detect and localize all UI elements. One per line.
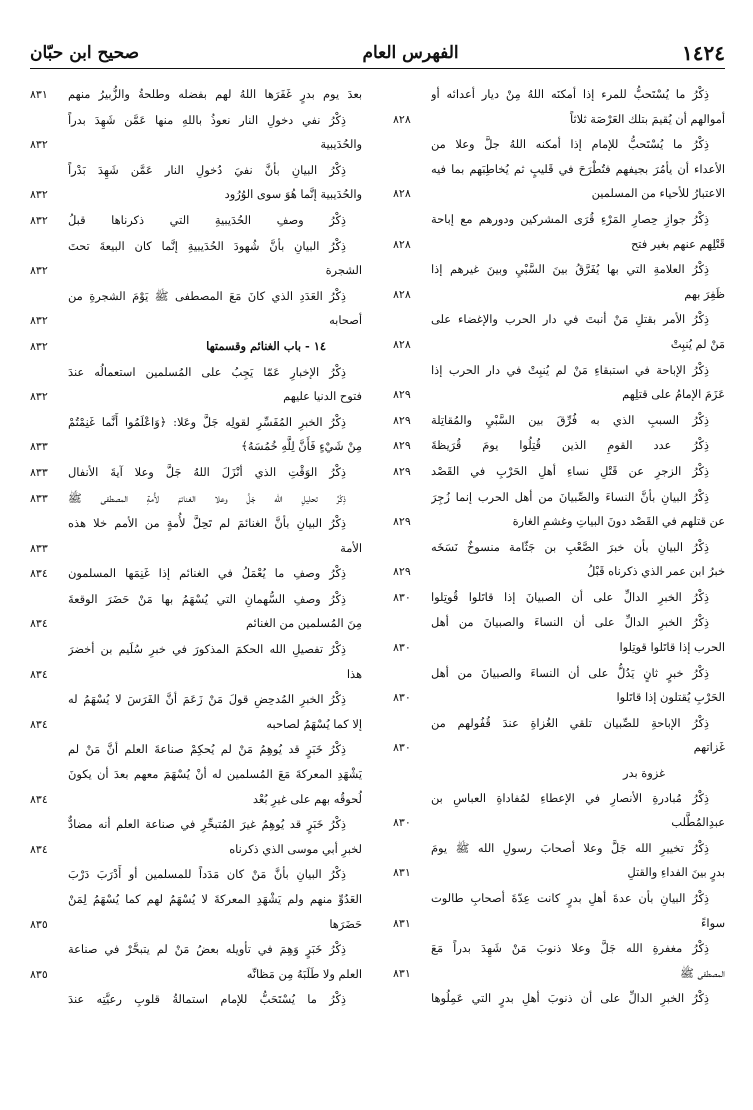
entry-text: ذِكْرُ العلامةِ التي بها يُفَرَّقُ بينَ السَّبْيِ وبينَ غيرهم إذا (431, 262, 709, 277)
page-ref: ٨٢٨ (393, 112, 411, 126)
index-entry-line (393, 485, 725, 510)
index-entry-line (393, 433, 725, 459)
index-entry-line (30, 787, 362, 813)
page-ref: ٨٢٩ (393, 413, 411, 427)
index-entry-line (30, 308, 362, 334)
page-ref: ٨٣١ (393, 966, 411, 980)
index-entry-line (393, 307, 725, 332)
entry-text: عَزَمَ الإمامُ على قتلِهم (622, 387, 725, 402)
index-entry-line (30, 460, 362, 486)
entry-text: يَشْهَدِ المعركةَ مَعَ المُسلمين له أنْ يُسْهَمَ معهم بعدَ أن يكونَ (68, 767, 362, 782)
index-entry-line (30, 611, 362, 637)
index-entry-line (393, 711, 725, 736)
index-column-right (393, 82, 725, 1092)
entry-text: ذِكْرُ الخبرِ المُدحِضِ قولَ مَنْ زَعَمَ أنَّ الفَرَسَ لا يُسْهَمُ له (68, 692, 346, 707)
index-entry-line (393, 911, 725, 937)
index-entry-line (30, 384, 362, 410)
entry-text: ذِكْرُ الخبرِ الدالِّ على أن النساءَ والصبيانَ من أهل (431, 615, 709, 630)
page-ref: ٨٣٠ (393, 641, 411, 655)
index-entry-line (30, 637, 362, 662)
index-entry-line (393, 132, 725, 157)
entry-text: حَضَرَها (329, 916, 362, 931)
page-ref: ٨٣٠ (393, 741, 411, 755)
entry-text: ذِكْرُ الزجرِ عن قَتْلِ نساءِ أهلِ الحَرْبِ في القَصْد (431, 463, 709, 478)
page-ref: ٨٣٠ (393, 816, 411, 830)
entry-text: ذِكْرُ مغفرةِ الله جَلَّ وعلا ذنوبَ مَنْ شَهِدَ بدراً مَعَ (431, 941, 709, 956)
index-entry-line (393, 786, 725, 811)
page-ref: ٨٣٢ (30, 264, 48, 278)
index-entry-line (393, 107, 725, 133)
entry-text: إلا كما يُسْهَمُ لصاحبه (266, 716, 362, 731)
page-ref: ٨٣٣ (30, 465, 48, 479)
index-entry-line (393, 509, 725, 535)
index-entry-line (30, 182, 362, 208)
page-number: ١٤٢٤ (682, 41, 725, 65)
index-entry-line (393, 408, 725, 434)
entry-text: ذِكْرُ جوازِ حِصارِ المَرْءِ قُرَى المشركين ودورهم مع إباحة (431, 211, 709, 226)
index-entry-line (30, 837, 362, 863)
chapter-heading (30, 334, 362, 360)
page-ref: ٨٣٥ (30, 967, 48, 981)
entry-text: هذا (346, 666, 362, 681)
index-entry-line (393, 635, 725, 661)
index-entry-line (30, 987, 362, 1012)
section-title: الفهرس العام (362, 43, 459, 63)
entry-text: ذِكْرُ ما يُسْتَحبُّ للإمام إذا أمكنه اللهُ جلَّ وعلا من (431, 137, 709, 152)
entry-text: ذِكْرُ البيانِ بأنَّ نفيَ دُخولِ النار عَمَّن شَهِدَ بَدْراً (68, 162, 346, 177)
page-ref: ٨٣١ (393, 866, 411, 880)
entry-text: ذِكْرُ خَبَرٍ قد يُوهِمُ مَنْ لم يُحكِمْ صناعةَ العلم أنَّ مَنْ لم (68, 742, 346, 757)
entry-text: ذِكْرُ نفي دخولِ النار نعوذُ باللهِ منها عَمَّن شَهِدَ بدراً (68, 112, 346, 127)
entry-text: العلم ولا طَلَبَهُ مِن مَظانِّه (246, 966, 362, 981)
index-entry-line (393, 661, 725, 686)
index-entry-line (393, 860, 725, 886)
index-entry-line (393, 810, 725, 836)
entry-text: المصطفى ﷺ (680, 965, 725, 980)
entry-text: أصحابه (329, 313, 362, 328)
entry-text: ذِكْرُ خَبَرٍ قد يُوهِمُ غيرَ المُتبحِّرِ في صناعة العلم أنه مضادٌّ (68, 817, 346, 832)
index-entry-line (393, 282, 725, 308)
entry-text: الحَرْبِ يُقتلون إذا قاتَلوا (616, 690, 725, 705)
entry-text: ذِكْرُ البيانِ بأنَّ مَنْ كان مَدَداً للمسلمين أو أَدْرَبَ دَرْبَ (68, 867, 346, 882)
index-entry-line (393, 986, 725, 1011)
index-entry-line (30, 82, 362, 108)
entry-text: ذِكْرُ تفصيلِ الله الحكمَ المذكورَ في خبرِ سُلَيم بن أخضرَ (68, 642, 346, 657)
index-entry-line (30, 511, 362, 536)
page-ref: ٨٣٢ (30, 213, 48, 227)
entry-text: لخبرِ أبي موسى الذي ذكرناه (229, 841, 362, 856)
entry-text: ذِكْرُ السببِ الذي به فُرِّقَ بين السَّبْيِ والمُقاتِلة (431, 412, 709, 427)
page-ref: ٨٢٨ (393, 187, 411, 201)
entry-text: ذِكْرُ ما يُسْتَحَبُّ للإمام استمالةُ قلوبِ رعيَّتِه عندَ (68, 992, 346, 1007)
index-entry-line (393, 685, 725, 711)
index-entry-line (393, 886, 725, 911)
entry-text: ذِكْرُ وصفِ السُّهمانِ التي يُسْهَمُ بها مَنْ حَضَرَ الوقعةَ (68, 591, 346, 606)
page-ref: ٨٢٩ (393, 515, 411, 529)
entry-text: الأعداء أن يأمُرَ بجيفهم فتُطْرَحَ في قَليبٍ ثم يُخاطِبَهم بما فيه (431, 161, 725, 176)
entry-text: ذِكْرُ وصفِ الحُدَيبيةِ التي ذكرناها قبلُ (68, 212, 346, 227)
index-entry-line (393, 936, 725, 961)
entry-text: ذِكْرُ الخبرِ الدالِّ على أن الصبيانَ إذا قاتَلوا قُوتِلوا (431, 589, 709, 604)
index-entry-line (393, 535, 725, 560)
entry-text: ذِكْرُ عدد القومِ الذين قُتِلُوا يومَ قُرَيظةَ (431, 438, 709, 453)
page-ref: ٨٣٥ (30, 917, 48, 931)
entry-text: ذِكْرُ الإباحة في استبقاءِ مَنْ لم يُنبِتْ في دار الحرب إذا (431, 362, 709, 377)
index-entry-line (393, 836, 725, 861)
page-header (30, 38, 725, 69)
page-ref: ٨٣٤ (30, 717, 48, 731)
index-entry-line (30, 486, 362, 512)
index-entry-line (30, 762, 362, 787)
page-ref: ٨٣٣ (30, 440, 48, 454)
entry-text: ذِكْرُ الخبرِ المُفَسِّرِ لقولِه جَلَّ وعَلا: ﴿وَاعْلَمُوا أَنَّما غَنِمْتُمْ (68, 414, 346, 429)
entry-text: ذِكْرُ تخييرِ الله جَلَّ وعلا أصحابَ رسولِ الله ﷺ يومَ (431, 840, 709, 855)
index-entry-line (30, 862, 362, 887)
entry-text: ذِكْرُ خبرٍ ثانٍ يَدُلُّ على أن النساءَ والصبيانَ من أهل (431, 665, 709, 680)
index-entry-line (393, 232, 725, 258)
entry-text: لُحوقُه بهم على غيرِ بُعْد (252, 791, 362, 806)
index-entry-line (393, 459, 725, 485)
entry-text: ذِكْرُ العَدَدِ الذي كانَ مَعَ المصطفى ﷺ يَوْمَ الشجرةِ من (68, 288, 346, 303)
entry-text: ذِكْرُ البيانِ بأنَّ شُهودَ الحُدَيبيةِ إنَّما كان البيعةَ تحتَ (68, 238, 346, 253)
index-entry-line (30, 812, 362, 837)
entry-text: ١٤ - باب الغنائم وقسمتها (206, 338, 326, 353)
page-ref: ٨٣٢ (30, 138, 48, 152)
index-entry-line (30, 662, 362, 688)
entry-text: ذِكْرُ مُبادرةِ الأنصارِ في الإعطاءِ لمُفاداةِ العباسِ بن (431, 790, 709, 805)
entry-text: ذِكْرُ البيانِ بأنَّ الغنائمَ لم تَحِلَّ لأُمةٍ من الأمم خلا هذه (68, 516, 346, 531)
entry-text: العَدُوِّ منهم ولم يَشْهَدِ المعركةَ لا يُسْهَمُ لهم كما يُسْهَمُ لِمَنْ (68, 892, 362, 906)
index-entry-line (393, 735, 725, 761)
page-ref: ٨٣٠ (393, 691, 411, 705)
entry-text: قَتْلِهم عنهم بغير فتح (630, 236, 725, 251)
index-entry-line (30, 234, 362, 259)
index-entry-line (30, 687, 362, 712)
page-ref: ٨٣٤ (30, 617, 48, 631)
entry-text: ذِكْرُ تحليلِ الله جَلَّ وعلا الغنائمَ لأُمةِ المصطفى ﷺ (68, 490, 346, 505)
page-ref: ٨٢٩ (393, 439, 411, 453)
index-entry-line (393, 358, 725, 383)
subsection-heading (393, 761, 725, 786)
index-entry-line (393, 961, 725, 987)
entry-text: ذِكْرُ ما يُسْتَحبُّ للمرء إذا أمكنَه اللهُ مِنْ ديار أعدائه أو (431, 87, 709, 101)
entry-text: خبرُ ابن عمر الذي ذكرناه قَبْلُ (587, 564, 725, 579)
index-entry-line (393, 585, 725, 611)
index-entry-line (30, 912, 362, 938)
page-ref: ٨٣٤ (30, 667, 48, 681)
page-ref: ٨٣٣ (30, 541, 48, 555)
page-ref: ٨٣١ (393, 916, 411, 930)
index-entry-line (30, 561, 362, 587)
index-entry-line (393, 610, 725, 635)
page-ref: ٨٢٨ (393, 237, 411, 251)
entry-text: أموالهم أن يُقيمَ بتلك العَرْصَة ثلاثاً (570, 111, 725, 126)
entry-text: سواءً (701, 915, 725, 930)
index-entry-line (30, 258, 362, 284)
index-entry-line (30, 132, 362, 158)
entry-text: ذِكْرُ الوَقْتِ الذي أنْزَلَ اللهُ جَلَّ وعلا آيةَ الأنفال (68, 464, 346, 479)
entry-text: مِنْ شَيْءٍ فَأَنَّ لِلَّهِ خُمُسَهُ﴾ (241, 439, 362, 454)
entry-text: بعدَ يوم بدرٍ غَفَرَها اللهُ لهم بفضله وطلحةُ والزُّبيرُ منهم (68, 87, 362, 101)
entry-text: عن قتلهم في القَصْد دونَ البياتِ وغشمِ الغارة (512, 514, 725, 529)
entry-text: ذِكْرُ الإباحةِ للصِّبيان تلقي الغُزاةِ عندَ قُفُولهم من (431, 715, 709, 730)
index-entry-line (393, 382, 725, 408)
entry-text: ذِكْرُ وصفِ ما يُعْمَلُ في الغنائم إذا غَنِمَها المسلمون (68, 566, 346, 581)
entry-text: ذِكْرُ خَبَرٍ وَهِمَ في تأويله بعضُ مَنْ لم يتبحَّرْ في صناعة (68, 942, 346, 957)
index-entry-line (30, 284, 362, 309)
index-entry-line (393, 82, 725, 107)
page-ref: ٨٣٤ (30, 792, 48, 806)
index-entry-line (30, 587, 362, 612)
entry-text: والحُدَيبية (320, 137, 362, 152)
entry-text: غَزاتهم (693, 740, 725, 755)
entry-text: عبدِالمُطَّلب (671, 815, 725, 830)
page-ref: ٨٣٤ (30, 842, 48, 856)
entry-text: ذِكْرُ البيانِ بأنَّ النساءَ والصِّبيانَ من أهل الحرب إنما زُجِرَ (431, 489, 709, 504)
entry-text: بدرٍ بينَ الفداءِ والقتلِ (627, 865, 725, 880)
index-entry-line (30, 937, 362, 962)
entry-text: مَنْ لم يُنبِتْ (670, 336, 725, 351)
entry-text: الأمة (340, 540, 362, 555)
index-entry-line (393, 559, 725, 585)
index-entry-line (30, 158, 362, 183)
index-entry-line (30, 962, 362, 988)
page-ref: ٨٣٠ (393, 590, 411, 604)
page-ref: ٨٣٤ (30, 567, 48, 581)
index-entry-line (30, 737, 362, 762)
page-ref: ٨٣٢ (30, 314, 48, 328)
entry-text: الشجرة (325, 263, 362, 278)
entry-text: ظَفِرَ بهم (684, 286, 725, 301)
entry-text: مِنَ المُسلمين من الغنائم (245, 616, 362, 631)
page-ref: ٨٢٨ (393, 287, 411, 301)
entry-text: الاعتبارُ للأحياء من المسلمين (591, 186, 725, 201)
entry-text: فتوح الدنيا عليهم (283, 389, 362, 404)
page-ref: ٨٣٢ (30, 339, 48, 353)
index-entry-line (30, 712, 362, 738)
index-entry-line (30, 208, 362, 234)
entry-text: ذِكْرُ الأمر بقتلِ مَنْ أنبتَ في دار الحرب والإغضاء على (431, 312, 709, 327)
entry-text: ذِكْرُ البيانِ بأن خبرَ الصَّعْبِ بن جَثّامة منسوخٌ نَسَخَه (431, 539, 709, 554)
page-ref: ٨٣٢ (30, 188, 48, 202)
entry-text: الحرب إذا قاتَلوا قوتِلوا (619, 640, 725, 655)
index-entry-line (30, 887, 362, 912)
page-ref: ٨٣١ (30, 88, 48, 101)
book-title: صحيح ابن حبّان (30, 43, 140, 63)
entry-text: والحُدَيبية إنَّما هُوَ سوى الوُرُود (224, 187, 362, 202)
entry-text: ذِكْرُ البيانِ بأن عدةَ أهلِ بدرٍ كانت عِدّةَ أصحابِ طالوت (431, 891, 709, 905)
index-entry-line (393, 157, 725, 182)
index-entry-line (30, 434, 362, 460)
page-ref: ٨٢٩ (393, 565, 411, 579)
page-ref: ٨٣٢ (30, 390, 48, 404)
page-ref: ٨٢٩ (393, 388, 411, 402)
index-entry-line (393, 207, 725, 232)
page-ref: ٨٢٩ (393, 464, 411, 478)
index-entry-line (393, 181, 725, 207)
index-entry-line (30, 108, 362, 133)
entry-text: غزوة بدر (623, 766, 665, 781)
index-entry-line (30, 536, 362, 562)
index-entry-line (30, 410, 362, 435)
entry-text: ذِكْرُ الخبرِ الدالِّ على أن ذنوبَ أهلِ بدرٍ التي عَمِلُوها (431, 991, 709, 1006)
index-column-left (30, 82, 362, 1092)
page-ref: ٨٢٨ (393, 337, 411, 351)
index-entry-line (30, 360, 362, 385)
entry-text: ذِكْرُ الإخبارِ عَمّا يَجِبُ على المُسلمين استعمالُه عندَ (68, 364, 346, 379)
index-entry-line (393, 257, 725, 282)
index-entry-line (393, 332, 725, 358)
page-ref: ٨٣٣ (30, 491, 48, 505)
